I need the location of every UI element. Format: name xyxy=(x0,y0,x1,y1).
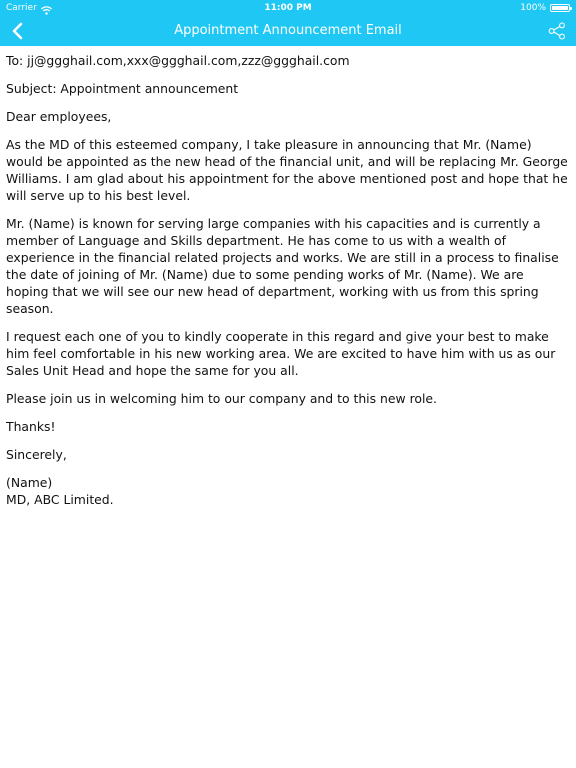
top-bar xyxy=(0,0,576,46)
email-subject-line: Subject: Appointment announcement xyxy=(6,81,239,96)
email-paragraph-3: I request each one of you to kindly cooperate in this regard and give your best to make him feel comfortable in his new working area. We are excited to have him with us as our Sales Unit Head and hope the same for you all. xyxy=(6,329,556,378)
signature-title: MD, ABC Limited. xyxy=(6,492,114,507)
email-signature xyxy=(6,474,568,508)
email-greeting: Dear employees, xyxy=(6,109,112,124)
share-button[interactable] xyxy=(548,22,566,40)
battery-percent: 100% xyxy=(520,3,546,13)
email-paragraph-4: Please join us in welcoming him to our company and to this new role. xyxy=(6,391,437,406)
status-time: 11:00 PM xyxy=(264,3,312,13)
battery-icon xyxy=(550,4,570,12)
signature-name: (Name) xyxy=(6,475,53,490)
email-thanks: Thanks! xyxy=(6,419,56,434)
carrier-label: Carrier xyxy=(6,3,37,13)
email-paragraph-1: As the MD of this esteemed company, I take pleasure in announcing that Mr. (Name) would be appointed as the new head of the financial unit, and will be replacing Mr. George Williams. I am glad about his appointment for the above mentioned post and hope that he will serve up to his best level. xyxy=(6,137,568,203)
email-closing: Sincerely, xyxy=(6,447,67,462)
battery-fill xyxy=(552,6,568,10)
email-body xyxy=(6,52,568,519)
status-bar xyxy=(0,0,576,16)
page-title: Appointment Announcement Email xyxy=(174,23,402,38)
email-to-line: To: jj@ggghail.com,xxx@ggghail.com,zzz@ggghail.com xyxy=(6,53,350,68)
email-paragraph-2: Mr. (Name) is known for serving large companies with his capacities and is currently a member of Language and Skills department. He has come to us with a wealth of experience in the financial related projects and works. We are still in a process to finalise the date of joining of Mr. (Name) due to some pending works of Mr. (Name). We are hoping that we will see our new head of department, working with us from this spring season. xyxy=(6,216,559,316)
share-icon xyxy=(548,22,566,40)
status-right xyxy=(520,0,570,16)
navigation-bar xyxy=(0,16,576,46)
